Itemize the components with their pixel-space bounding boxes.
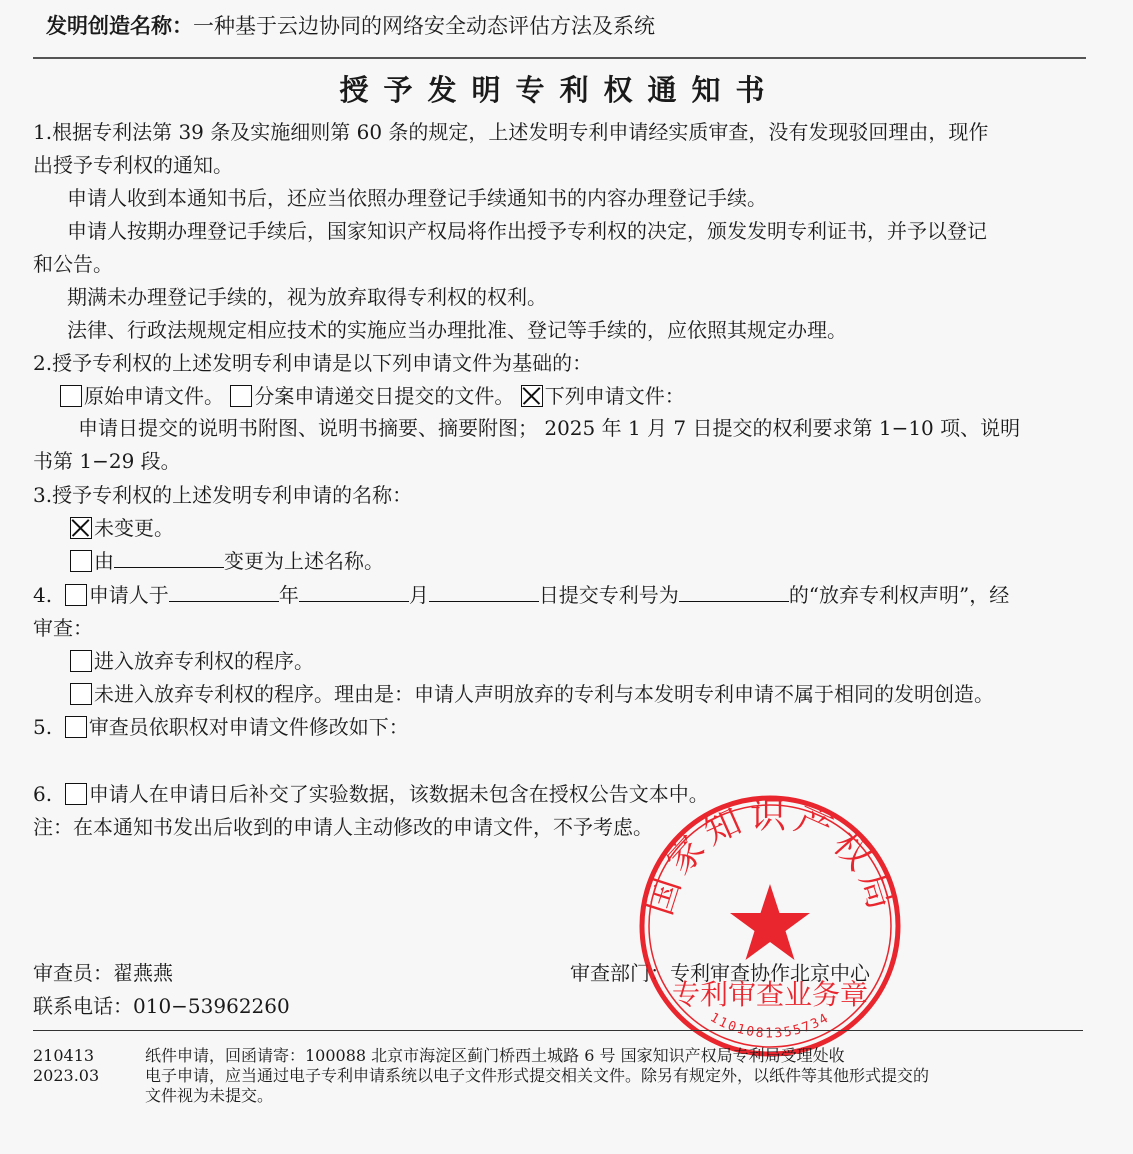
svg-text:1101081355734: 1101081355734 (707, 1010, 833, 1042)
s4-opt1-checkbox[interactable] (70, 650, 92, 672)
s4-opt2 (70, 678, 994, 711)
s4-month-blank (299, 583, 409, 602)
s2-detail-a: 申请日提交的说明书附图、说明书摘要、摘要附图； 2025 年 1 月 7 日提交的权利要求第 1−10 项、说明 (78, 416, 1021, 440)
examiner: 审查员：翟燕燕 (33, 961, 173, 985)
s3-opt2-checkbox[interactable] (70, 550, 92, 572)
s4-opt1-label: 进入放弃专利权的程序。 (94, 649, 314, 673)
s2-opt2-label: 分案申请递交日提交的文件。 (254, 384, 515, 408)
s2-opt3-checkbox-checked[interactable] (521, 385, 543, 407)
s4-line (33, 579, 1009, 612)
s1-paragraph-3b: 和公告。 (33, 252, 113, 276)
s4-text-2: 年 (278, 583, 299, 607)
s4-text-5: 的“放弃专利权声明”，经 (788, 583, 1010, 607)
s1-paragraph-5: 法律、行政法规规定相应技术的实施应当办理批准、登记等手续的，应依照其规定办理。 (67, 318, 847, 342)
s2-options (60, 380, 685, 413)
svg-text:国家知识产权局: 国家知识产权局 (638, 795, 904, 920)
invention-label: 发明创造名称： (46, 14, 193, 38)
footer-rule (33, 1030, 1083, 1031)
s1-paragraph-3a: 申请人按期办理登记手续后，国家知识产权局将作出授予专利权的决定，颁发发明专利证书，并予以登记 (67, 219, 987, 243)
s1-paragraph-1b: 出授予专利权的通知。 (33, 153, 233, 177)
s4-checkbox[interactable] (65, 584, 87, 606)
document-title: 授予发明专利权通知书 (339, 73, 780, 107)
s5-text: 审查员依职权对申请文件修改如下： (88, 715, 409, 739)
s4-number: 4. (33, 583, 53, 607)
s3-opt1-checkbox-checked[interactable] (70, 517, 92, 539)
footer-code-2: 2023.03 (33, 1066, 100, 1085)
s3-opt2 (70, 545, 384, 578)
s2-opt1-label: 原始申请文件。 (84, 384, 224, 408)
footer-line-1: 纸件申请，回函请寄：100088 北京市海淀区蓟门桥西土城路 6 号 国家知识产权局专利局受理处收 (145, 1046, 845, 1065)
s3-opt1 (70, 512, 174, 545)
s4-opt2-checkbox[interactable] (70, 683, 92, 705)
s2-opt2-checkbox[interactable] (230, 385, 252, 407)
footer-code-1: 210413 (33, 1046, 95, 1065)
s1-paragraph-4: 期满未办理登记手续的，视为放弃取得专利权的权利。 (67, 285, 547, 309)
s4-text-6: 审查： (33, 616, 93, 640)
note: 注：在本通知书发出后收到的申请人主动修改的申请文件，不予考虑。 (33, 815, 653, 839)
s6-text: 申请人在申请日后补交了实验数据，该数据未包含在授权公告文本中。 (88, 782, 709, 806)
s2-detail-b: 书第 1−29 段。 (33, 449, 181, 473)
s4-text-3: 月 (408, 583, 429, 607)
official-seal-stamp (636, 792, 904, 1060)
invention-name: 一种基于云边协同的网络安全动态评估方法及系统 (193, 14, 655, 38)
s3-opt2-post: 变更为上述名称。 (224, 549, 384, 573)
contact-phone: 联系电话：010−53962260 (33, 994, 290, 1018)
invention-title-line (46, 10, 655, 40)
s2-heading: 2.授予专利权的上述发明专利申请是以下列申请文件为基础的： (33, 351, 593, 375)
s5-number: 5. (33, 715, 53, 739)
s3-opt2-pre: 由 (94, 549, 114, 573)
s3-heading: 3.授予专利权的上述发明专利申请的名称： (33, 483, 413, 507)
s4-text-1: 申请人于 (88, 583, 169, 607)
s6-number: 6. (33, 782, 53, 806)
examination-department: 审查部门：专利审查协作北京中心 (570, 961, 870, 985)
s4-text-4: 日提交专利号为 (538, 583, 679, 607)
s3-name-blank (114, 549, 224, 568)
s5-line (33, 711, 409, 744)
footer-line-2: 电子申请，应当通过电子专利申请系统以电子文件形式提交相关文件。除另有规定外，以纸件等其他形式提交的 (145, 1066, 930, 1085)
svg-text:专利审查业务章: 专利审查业务章 (671, 978, 869, 1011)
s5-checkbox[interactable] (65, 716, 87, 738)
s4-year-blank (169, 583, 279, 602)
s4-patent-number-blank (679, 583, 789, 602)
s1-paragraph-2: 申请人收到本通知书后，还应当依照办理登记手续通知书的内容办理登记手续。 (67, 186, 767, 210)
s4-opt1 (70, 645, 314, 678)
footer-line-3: 文件视为未提交。 (145, 1086, 274, 1105)
s2-opt3-label: 下列申请文件： (544, 384, 685, 408)
s2-opt1-checkbox[interactable] (60, 385, 82, 407)
s1-paragraph-1a: 1.根据专利法第 39 条及实施细则第 60 条的规定，上述发明专利申请经实质审查，没有发现驳回理由，现作 (33, 120, 989, 144)
s4-opt2-label: 未进入放弃专利权的程序。理由是：申请人声明放弃的专利与本发明专利申请不属于相同的发明创造。 (94, 682, 994, 706)
s3-opt1-label: 未变更。 (94, 516, 174, 540)
s6-line (33, 778, 709, 811)
header-rule (33, 57, 1086, 59)
s4-day-blank (429, 583, 539, 602)
s6-checkbox[interactable] (65, 783, 87, 805)
